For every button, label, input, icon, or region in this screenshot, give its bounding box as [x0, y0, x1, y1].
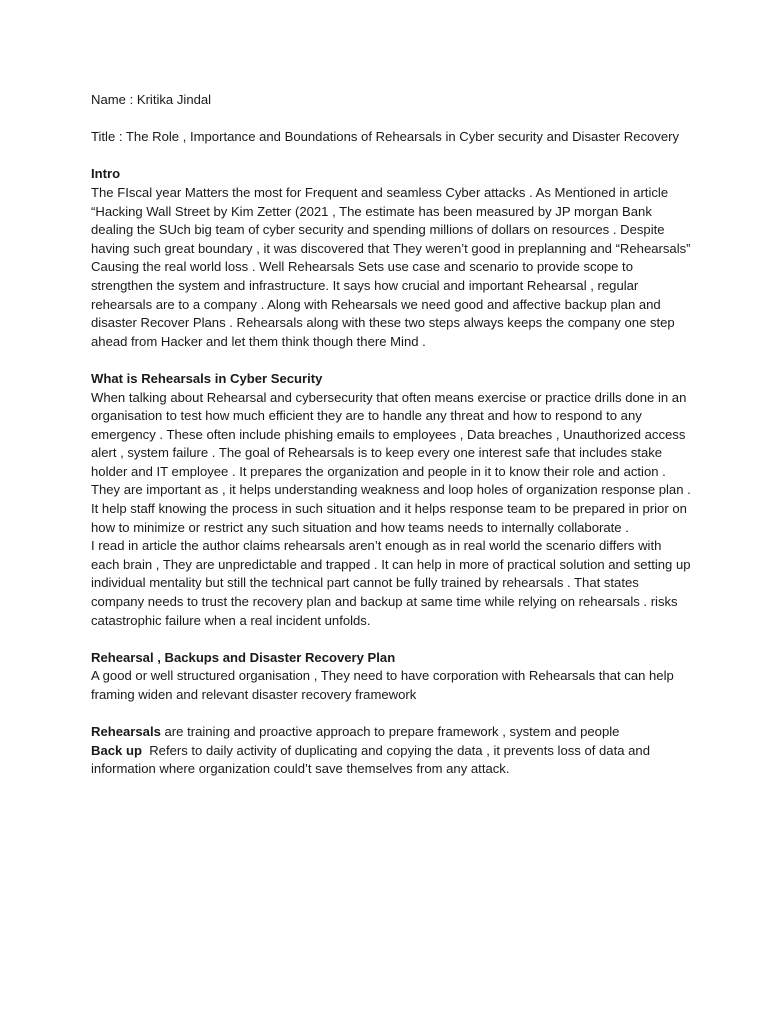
definition-rehearsals	[91, 723, 691, 742]
section-heading-intro: Intro	[91, 166, 121, 182]
spacer	[91, 630, 691, 649]
spacer	[91, 705, 691, 724]
definition-text-rehearsals: are training and proactive approach to prepare framework , system and people	[160, 724, 620, 740]
intro-paragraph: The FIscal year Matters the most for Frequent and seamless Cyber attacks . As Mentioned in article “Hacking Wall Street by Kim Zetter (2021 , The estimate has been measured by JP morgan Bank dealing the SUch big team of cyber security and spending millions of dollars on resources . Despite having such great boundary , it was discovered that They weren’t good in preplanning and “Rehearsals” Causing the real world loss . Well Rehearsals Sets use case and scenario to provide scope to strengthen the system and infrastructure. It says how crucial and important Rehearsal , regular rehearsals are to a company . Along with Rehearsals we need good and affective backup plan and disaster Recover Plans . Rehearsals along with these two steps always keeps the company one step ahead from Hacker and let them think though there Mind .	[91, 184, 691, 349]
document-title-line: Title : The Role , Importance and Boundations of Rehearsals in Cyber security and Disaster Recovery	[91, 129, 680, 145]
what-is-paragraph-3: I read in article the author claims rehearsals aren’t enough as in real world the scenario differs with each brain , They are unpredictable and trapped . It can help in more of practical solution and setting up individual mentality but still the technical part cannot be fully trained by rehearsals . That states company needs to trust the recovery plan and backup at same time while relying on rehearsals . risks catastrophic failure when a real incident unfolds.	[91, 538, 691, 628]
document-page	[91, 91, 691, 779]
what-is-paragraph-2: They are important as , it helps understanding weakness and loop holes of organization response plan . It help staff knowing the process in such situation and it helps response team to be prepared in prior on how to minimize or restrict any such situation and how teams needs to internally collaborate .	[91, 482, 691, 535]
definition-term-backup: Back up	[91, 742, 142, 758]
what-is-paragraph-1: When talking about Rehearsal and cybersecurity that often means exercise or practice drills done in an organisation to test how much efficient they are to handle any threat and how to respond to any emergency . These often include phishing emails to employees , Data breaches , Unauthorized access alert , system failure . The goal of Rehearsals is to keep every one interest safe that includes stake holder and IT employee . It prepares the organization and people in it to know their role and action .	[91, 389, 687, 479]
section-intro	[91, 165, 691, 351]
backups-paragraph: A good or well structured organisation , They need to have corporation with Rehearsals that can help framing widen and relevant disaster recovery framework	[91, 668, 674, 702]
section-what-is	[91, 370, 691, 630]
definition-backup	[91, 742, 691, 779]
spacer	[91, 147, 691, 166]
definition-text-backup: Refers to daily activity of duplicating and copying the data , it prevents loss of data and information where organization could’t save themselves from any attack.	[91, 742, 654, 777]
spacer	[91, 351, 691, 370]
definition-term-rehearsals: Rehearsals	[91, 724, 161, 740]
section-backups	[91, 649, 691, 705]
section-definitions	[91, 723, 691, 779]
author-name-line: Name : Kritika Jindal	[91, 92, 212, 107]
section-heading-what-is: What is Rehearsals in Cyber Security	[91, 370, 323, 386]
spacer	[91, 110, 691, 129]
section-heading-backups: Rehearsal , Backups and Disaster Recovery Plan	[91, 649, 396, 665]
